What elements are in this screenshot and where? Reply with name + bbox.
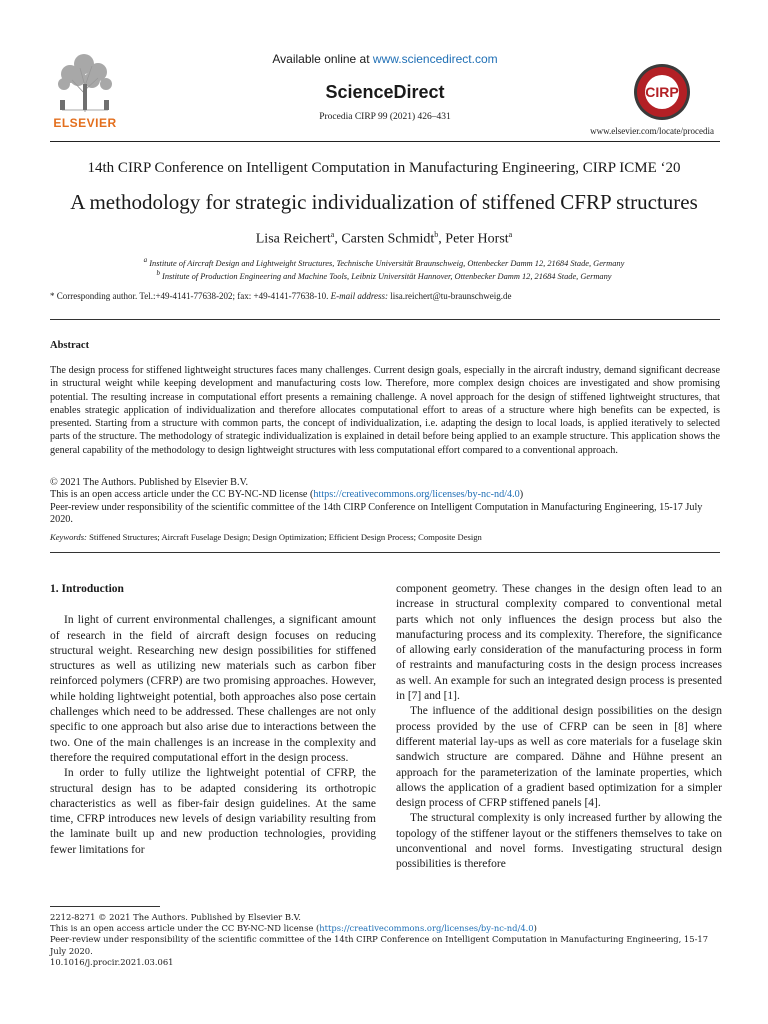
cirp-logo <box>633 63 691 121</box>
affiliation-b <box>40 269 728 281</box>
elsevier-wordmark: ELSEVIER <box>53 116 117 130</box>
footer-peer-review-line: Peer-review under responsibility of the scientific committee of the 14th CIRP Conference on Intelligent Computation in Manufacturing Engineering, 15-17 July 2020. <box>50 934 709 956</box>
header-divider <box>50 141 720 142</box>
paragraph: In light of current environmental challenges, a significant amount of research in the field of aircraft design focuses on reducing structural weight. Researching new design possibilities for stiffened structures as well as utilizing new materials such as carbon fiber reinforced polymers (CFRP) are two promising approaches. However, while holding lightweight potential, both approaches also pose certain challenges which need to be addressed. These challenges are not only specific to one approach but also arise due to interactions between the two. One of the main challenges is an increase in the complexity and therefore the required computational effort in the design process. <box>50 614 376 764</box>
left-column <box>50 582 376 858</box>
keywords-label: Keywords: <box>50 532 87 542</box>
journal-url[interactable]: www.elsevier.com/locate/procedia <box>590 126 714 136</box>
sciencedirect-link[interactable]: www.sciencedirect.com <box>372 52 498 66</box>
author-name: Carsten Schmidt <box>341 231 435 247</box>
corresponding-contact: * Corresponding author. Tel.:+49-4141-77638-202; fax: +49-4141-77638-10. <box>50 291 331 301</box>
available-online-line <box>220 52 550 66</box>
paper-title: A methodology for strategic individualization of stiffened CFRP structures <box>70 190 698 214</box>
email-address[interactable]: lisa.reichert@tu-braunschweig.de <box>388 291 512 301</box>
footer-license-link[interactable]: https://creativecommons.org/licenses/by-nc-nd/4.0 <box>319 923 534 934</box>
abstract-text: The design process for stiffened lightweight structures faces many challenges. Current design goals, especially in the aircraft industry, demand significant decrease in structural weight while keeping development and manufacturing costs low. Therefore, more complex design choices are investigated and show promising potential. The resulting increase in computational effort presents a remaining challenge. A novel approach for the design of stiffened lightweight structures, that enables strategic application of individualization and therefore allocates computational effort to areas of a structure where high benefits can be expected, is presented. Starting from a structure with common parts, the concept of individualization, i.e. adapting the design to local loads, is applied iteratively to selected parts of the structure. The methodology of strategic individualization is explained in detail before being applied to an example structure. This application shows the general capability of the methodology to design lightweight structures with less computational effort compared to a conventional approach. <box>50 365 720 456</box>
author-separator: , <box>334 231 342 247</box>
paragraph: In order to fully utilize the lightweight potential of CFRP, the structural design has to be adapted considering its orthotropic characteristics as well as fiber-fair design guidelines. At the same time, CFRP introduces new levels of design variability resulting from the laminate built up and new production technologies, providing fewer limitations for <box>50 767 376 856</box>
paragraph: The influence of the additional design possibilities on the design process provided by the use of CFRP can be seen in [8] where different material lay-ups as well as core materials for a fuselage skin sandwich structure are compared. Dähne and Hühne present an approach for the parameterization of the laminate properties, which allows the application of a gradient based optimization for a simpler design process of CFRP stiffened panels [4]. <box>396 705 722 810</box>
right-column <box>396 582 722 873</box>
copyright-block <box>50 477 720 527</box>
abstract-heading: Abstract <box>50 340 90 351</box>
sciencedirect-brand: ScienceDirect <box>325 82 445 102</box>
author-affiliation-mark: a <box>508 230 513 239</box>
page-footer <box>50 912 720 968</box>
abstract-divider <box>50 319 720 320</box>
section-heading: 1. Introduction <box>50 583 124 595</box>
footer-issn-line: 2212-8271 © 2021 The Authors. Published by Elsevier B.V. <box>50 912 301 922</box>
footer-license-suffix: ) <box>533 923 537 934</box>
author-affiliation-mark: b <box>434 230 439 239</box>
author-list <box>40 230 728 248</box>
keywords-list: Stiffened Structures; Aircraft Fuselage Design; Design Optimization; Efficient Design Process; Composite Design <box>86 532 482 542</box>
license-prefix: This is an open access article under the CC BY-NC-ND license ( <box>50 489 314 501</box>
email-label: E-mail address: <box>330 291 388 301</box>
footer-license-prefix: This is an open access article under the CC BY-NC-ND license ( <box>50 923 320 934</box>
paragraph: The structural complexity is only increased further by allowing the topology of the stiffener layout or the stiffeners themselves to take on unconventional and novel forms. Investigating structural design possibilities is therefore <box>396 812 722 871</box>
affiliation-text: Institute of Production Engineering and Machine Tools, Leibniz Universität Hannover, Ottenbecker Damm 12, 21684 Stade, Germany <box>159 271 612 281</box>
paragraph: component geometry. These changes in the design often lead to an increase in structural complexity compared to conventional metal parts which not only influences the design process but also the manufacturing process and its complexity. Therefore, the significance of allowing early consideration of the manufacturing process in form of restraints and manufacturing costs in the design process increases as well. An example for such an integrated design process is presented in [7] and [1]. <box>396 583 722 703</box>
author-affiliation-mark: a <box>330 230 335 239</box>
available-prefix: Available online at <box>272 52 373 66</box>
journal-citation: Procedia CIRP 99 (2021) 426–431 <box>319 112 451 122</box>
conference-name: 14th CIRP Conference on Intelligent Computation in Manufacturing Engineering, CIRP ICME ‘20 <box>87 160 681 176</box>
affiliation-mark: b <box>156 269 160 277</box>
affiliation-a <box>40 256 728 268</box>
license-link[interactable]: https://creativecommons.org/licenses/by-nc-nd/4.0 <box>313 489 520 501</box>
author-name: Lisa Reichert <box>255 231 331 247</box>
footer-license-line <box>50 923 720 934</box>
keywords-divider <box>50 552 720 553</box>
corresponding-author-note <box>50 291 730 301</box>
cirp-logo-text: CIRP <box>645 84 679 100</box>
license-suffix: ) <box>519 489 524 501</box>
copyright-line: © 2021 The Authors. Published by Elsevier B.V. <box>50 477 249 488</box>
author-separator: , <box>438 231 446 247</box>
keywords-line <box>50 532 720 542</box>
peer-review-line: Peer-review under responsibility of the scientific committee of the 14th CIRP Conference on Intelligent Computation in Manufacturing Engineering, 15-17 July 2020. <box>50 501 703 526</box>
author-name: Peter Horst <box>445 231 509 247</box>
footer-doi[interactable]: 10.1016/j.procir.2021.03.061 <box>50 956 174 967</box>
affiliation-text: Institute of Aircraft Design and Lightweight Structures, Technische Universität Braunschweig, Ottenbecker Damm 12, 21684 Stade, Germany <box>147 258 625 268</box>
affiliation-mark: a <box>143 256 148 264</box>
footnote-divider <box>50 906 160 907</box>
license-line <box>50 489 720 501</box>
